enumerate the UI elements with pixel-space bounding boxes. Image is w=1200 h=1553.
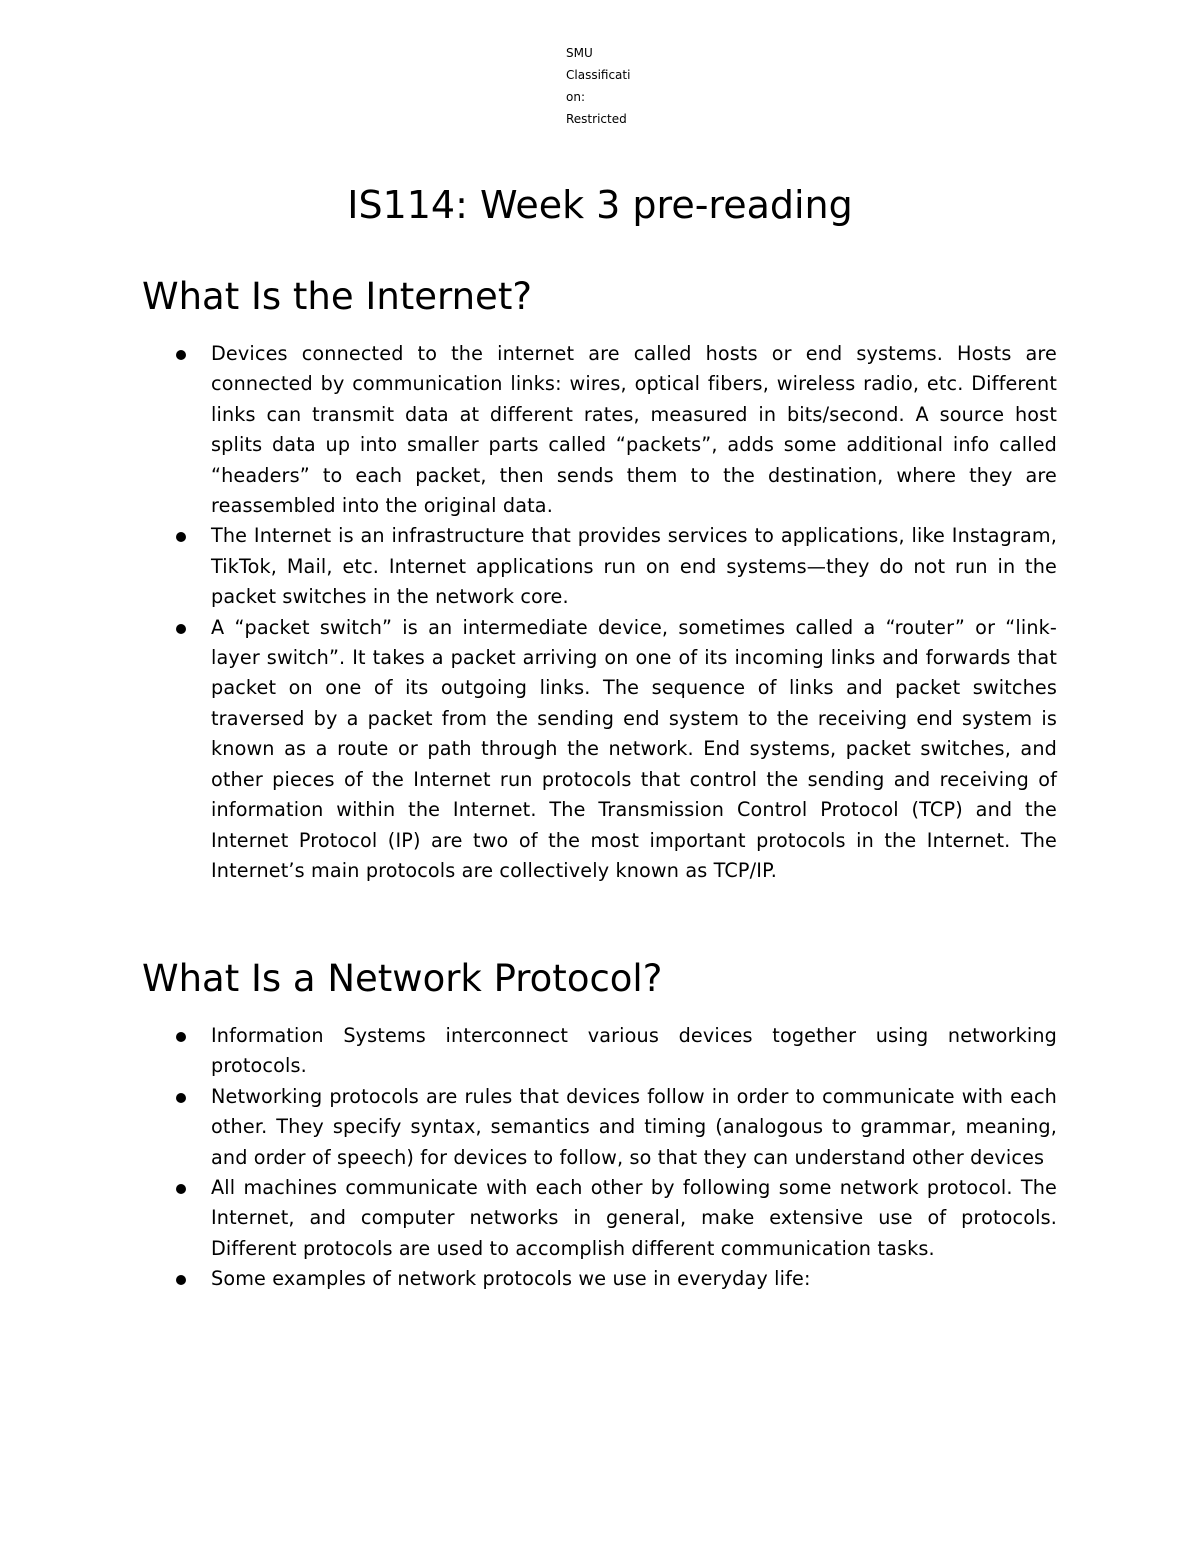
bullet-text: Devices connected to the internet are called hosts or end systems. Hosts are connected by communication links: wires, optical fibers, wireless radio, etc. Different links can transmit data at different rates, measured in bits/second. A source host splits data up into smaller parts called “packets”, adds some additional info called “headers” to each packet, then sends them to the destination, where they are reassembled into the original data. [211, 342, 1057, 518]
bullet-icon [176, 350, 186, 360]
list-item [0, 339, 1200, 521]
list-item [0, 1021, 1200, 1082]
classification-label [566, 42, 656, 130]
bullet-icon [176, 532, 186, 542]
classification-line: on: [566, 90, 585, 104]
bullet-text: A “packet switch” is an intermediate device, sometimes called a “router” or “link-layer switch”. It takes a packet arriving on one of its incoming links and forwards that packet on one of its outgoing links. The sequence of links and packet switches traversed by a packet from the sending end system to the receiving end system is known as a route or path through the network. End systems, packet switches, and other pieces of the Internet run protocols that control the sending and receiving of information within the Internet. The Transmission Control Protocol (TCP) and the Internet Protocol (IP) are two of the most important protocols in the Internet. The Internet’s main protocols are collectively known as TCP/IP. [211, 615, 1057, 882]
bullet-icon [176, 624, 186, 634]
classification-line: Classificati [566, 68, 631, 82]
classification-line: Restricted [566, 112, 627, 126]
document-title: IS114: Week 3 pre-reading [347, 183, 853, 227]
bullet-list-network-protocol [0, 1021, 1200, 1295]
list-item [0, 613, 1200, 887]
bullet-list-internet [0, 339, 1200, 886]
classification-line: SMU [566, 46, 593, 60]
bullet-text: The Internet is an infrastructure that provides services to applications, like Instagram, TikTok, Mail, etc. Internet applications run on end systems—they do not run in the packet switches in the network core. [211, 524, 1057, 609]
bullet-text: Some examples of network protocols we use in everyday life: [211, 1267, 811, 1291]
bullet-text: Information Systems interconnect various devices together using networking protocols. [211, 1024, 1057, 1078]
bullet-icon [176, 1275, 186, 1285]
list-item [0, 1173, 1200, 1264]
list-item [0, 1264, 1200, 1294]
list-item [0, 1082, 1200, 1173]
list-item [0, 521, 1200, 612]
bullet-text: Networking protocols are rules that devices follow in order to communicate with each other. They specify syntax, semantics and timing (analogous to grammar, meaning, and order of speech) for devices to follow, so that they can understand other devices [211, 1084, 1057, 1169]
bullet-icon [176, 1093, 186, 1103]
bullet-text: All machines communicate with each other by following some network protocol. The Internet, and computer networks in general, make extensive use of protocols. Different protocols are used to accomplish different communication tasks. [211, 1176, 1057, 1260]
bullet-icon [176, 1032, 186, 1042]
section-heading-network-protocol: What Is a Network Protocol? [142, 957, 663, 1000]
bullet-icon [176, 1184, 186, 1194]
section-heading-internet: What Is the Internet? [142, 275, 532, 318]
